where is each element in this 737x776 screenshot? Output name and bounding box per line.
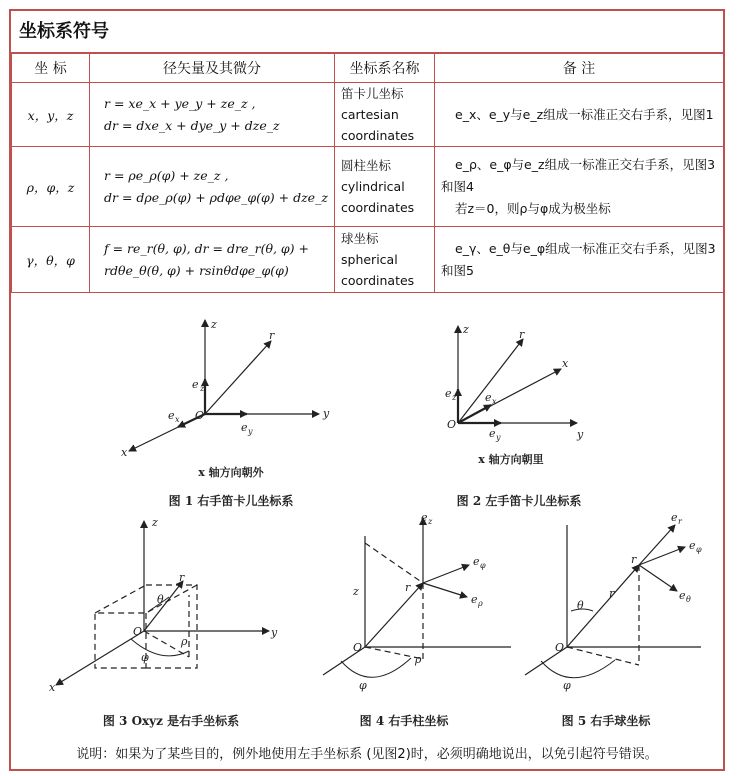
formula-line: rdθe_θ(θ, φ) + rsinθdφe_φ(φ) (104, 262, 289, 278)
subscript-label: z (452, 393, 457, 402)
remark-line: 和图4 (441, 178, 474, 194)
table-header-row (12, 54, 724, 83)
document-frame (9, 9, 725, 771)
formula-line: dr = dρe_ρ(φ) + ρdφe_φ(φ) + dze_z (104, 189, 328, 205)
rho-label: ρ (181, 635, 188, 648)
subscript-label: ρ (478, 599, 483, 608)
name-en: coordinates (341, 128, 415, 143)
subscript-label: y (496, 433, 501, 442)
formula-line: f = re_r(θ, φ), dr = dre_r(θ, φ) + (104, 240, 309, 256)
axis-label-x: x (121, 446, 128, 459)
figure-5-diagram (525, 525, 701, 678)
unit-vector-label: e (485, 391, 492, 404)
subscript-label: z (428, 517, 433, 526)
symbol-table (11, 53, 724, 293)
coords-cell: γ，θ，φ (12, 227, 90, 293)
figure-1-diagram (129, 320, 319, 451)
figure-1-subcaption: x 轴方向朝外 (198, 466, 264, 479)
angle-label-theta: θ (577, 599, 584, 612)
remark-line: e_γ、e_θ与e_φ组成一标准正交右手系，见图3 (455, 240, 716, 256)
name-en: cartesian (341, 107, 399, 122)
coords-cell: x，y，z (12, 83, 90, 147)
subscript-label: y (248, 427, 253, 436)
name-cell (335, 147, 435, 227)
subscript-label: x (175, 415, 180, 424)
subscript-label: φ (696, 545, 702, 554)
remark-line: e_x、e_y与e_z组成一标准正交右手系，见图1 (455, 106, 714, 122)
axis-label-y: y (271, 626, 278, 639)
remark-line: 和图5 (441, 262, 474, 278)
axis-label-x: x (562, 357, 569, 370)
figures-area (11, 293, 723, 769)
subscript-label: x (492, 397, 497, 406)
angle-label-phi: φ (359, 679, 367, 692)
name-en: spherical (341, 252, 398, 267)
name-cn: 笛卡儿坐标 (341, 86, 404, 101)
remark-line: 若z＝0，则ρ与φ成为极坐标 (455, 200, 611, 216)
unit-vector-label: e (471, 593, 478, 606)
figure-3-caption: 图 3 Oxyz 是右手坐标系 (102, 714, 240, 728)
unit-vector-label: e (192, 378, 199, 391)
header-name: 坐标系名称 (335, 54, 435, 83)
figure-2-diagram (458, 326, 577, 423)
header-formula: 径矢量及其微分 (90, 54, 335, 83)
unit-vector-label: e (489, 427, 496, 440)
remark-cell (435, 83, 724, 147)
vector-label-r: r (631, 553, 637, 566)
table-row (12, 227, 724, 293)
remark-cell (435, 147, 724, 227)
angle-label-phi: φ (563, 679, 571, 692)
header-remark: 备 注 (435, 54, 724, 83)
unit-vector-label: e (679, 589, 686, 602)
formula-line: dr = dxe_x + dye_y + dze_z (104, 117, 280, 133)
unit-vector-label: e (473, 555, 480, 568)
formula-line: r = xe_x + ye_y + ze_z , (104, 95, 256, 111)
name-cn: 球坐标 (341, 231, 379, 246)
axis-label-y: y (323, 407, 330, 420)
axis-label-x: x (49, 681, 56, 694)
header-coords: 坐 标 (12, 54, 90, 83)
origin-label: O (195, 409, 205, 422)
figure-4-caption: 图 4 右手柱坐标 (359, 714, 449, 728)
vector-label-r: r (609, 587, 615, 600)
vector-label-r: r (179, 571, 185, 584)
formula-cell (90, 227, 335, 293)
figure-2-caption: 图 2 左手笛卡儿坐标系 (456, 494, 582, 508)
page-title: 坐标系符号 (11, 11, 723, 53)
origin-label: O (353, 641, 363, 654)
unit-vector-label: e (671, 511, 678, 524)
formula-cell (90, 147, 335, 227)
figure-5-caption: 图 5 右手球坐标 (561, 714, 651, 728)
axis-label-z: z (152, 516, 158, 529)
name-en: coordinates (341, 273, 415, 288)
unit-vector-label: e (421, 511, 428, 524)
remark-cell (435, 227, 724, 293)
subscript-label: φ (480, 561, 486, 570)
remark-line: e_ρ、e_φ与e_z组成一标准正交右手系，见图3 (455, 156, 716, 172)
name-en: cylindrical (341, 179, 405, 194)
vector-label-r: r (269, 329, 275, 342)
subscript-label: z (200, 384, 205, 393)
unit-vector-label: e (241, 421, 248, 434)
subscript-label: r (678, 517, 682, 526)
unit-vector-label: e (689, 539, 696, 552)
table-row (12, 83, 724, 147)
unit-vector-label: e (168, 409, 175, 422)
name-en: coordinates (341, 200, 415, 215)
table-row (12, 147, 724, 227)
figure-1-caption: 图 1 右手笛卡儿坐标系 (168, 494, 294, 508)
vector-label-r: r (405, 581, 411, 594)
origin-label: O (447, 418, 457, 431)
axis-label-y: y (577, 428, 584, 441)
figure-2-subcaption: x 轴方向朝里 (478, 453, 544, 466)
rho-label: ρ (415, 653, 422, 666)
origin-label: O (133, 625, 143, 638)
coords-cell: ρ，φ，z (12, 147, 90, 227)
axis-label-z: z (211, 318, 217, 331)
unit-vector-label: e (445, 387, 452, 400)
footnote: 说明：如果为了某些目的，例外地使用左手坐标系 (见图2)时，必须明确地说出，以免引起符号错误。 (76, 747, 658, 762)
name-cell (335, 83, 435, 147)
subscript-label: θ (686, 595, 691, 604)
formula-cell (90, 83, 335, 147)
angle-label-phi: φ (141, 651, 149, 664)
axis-label-z: z (353, 585, 359, 598)
formula-line: r = ρe_ρ(φ) + ze_z , (104, 167, 229, 183)
name-cell (335, 227, 435, 293)
origin-label: O (555, 641, 565, 654)
name-cn: 圆柱坐标 (341, 158, 392, 173)
vector-label-r: r (519, 328, 525, 341)
axis-label-z: z (463, 323, 469, 336)
figures-svg (11, 293, 723, 743)
angle-label-theta: θ (157, 593, 164, 606)
